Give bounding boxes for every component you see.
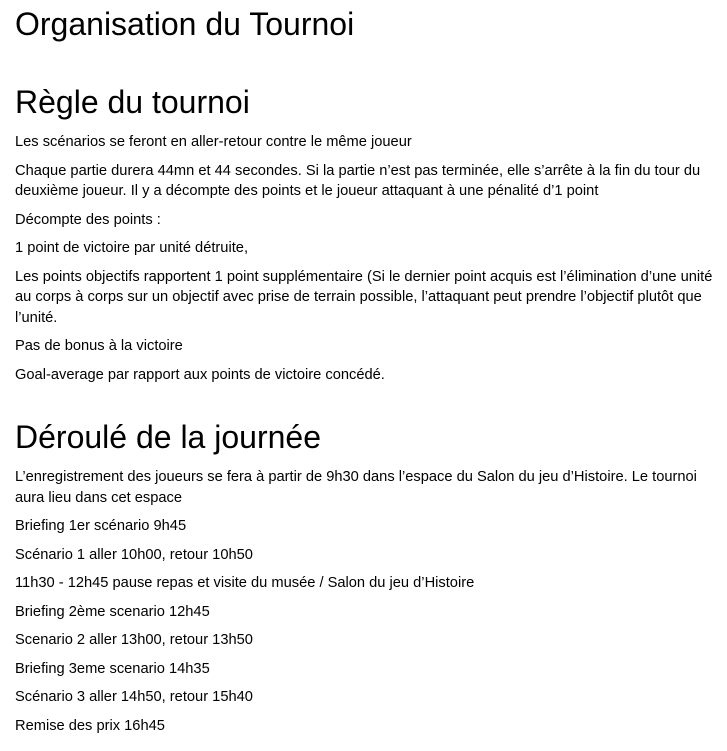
paragraph-scenario-1: Scénario 1 aller 10h00, retour 10h50 [15,546,253,563]
paragraph-game-duration: Chaque partie durera 44mn et 44 secondes. Si la partie n’est pas terminée, elle s’arrête à la fin du tour du deuxième joueur. Il y a décompte des points et le joueur attaquant à une pénalité d’1 point [15,162,701,199]
paragraph-goal-average: Goal-average par rapport aux points de victoire concédé. [15,366,385,383]
paragraph-briefing-1: Briefing 1er scénario 9h45 [15,518,187,534]
paragraph-victory-point: 1 point de victoire par unité détruite, [15,240,249,256]
paragraph-briefing-3: Briefing 3eme scenario 14h35 [15,660,210,677]
paragraph-points-count-label: Décompte des points : [15,211,161,228]
document-title: Organisation du Tournoi [15,6,355,42]
paragraph-registration: L’enregistrement des joueurs se fera à partir de 9h30 dans l’espace du Salon du jeu d’Histoire. Le tournoi aura lieu dans cet espace [15,469,697,506]
paragraph-scenario-3: Scénario 3 aller 14h50, retour 15h40 [15,689,253,705]
paragraph-no-victory-bonus: Pas de bonus à la victoire [15,338,183,354]
paragraph-briefing-2: Briefing 2ème scenario 12h45 [15,603,210,620]
section-day-schedule [15,419,713,736]
paragraph-scenario-2: Scenario 2 aller 13h00, retour 13h50 [15,632,253,648]
paragraph-lunch-break: 11h30 - 12h45 pause repas et visite du musée / Salon du jeu d’Histoire [15,575,475,591]
paragraph-objective-points: Les points objectifs rapportent 1 point supplémentaire (Si le dernier point acquis est l’élimination d’une unité au corps à corps sur un objectif avec prise de terrain possible, l’attaquant peut prendre l’objectif plutôt que l’unité. [15,268,713,326]
section-heading-rules: Règle du tournoi [15,84,250,120]
paragraph-prize-ceremony: Remise des prix 16h45 [15,717,165,734]
section-heading-schedule: Déroulé de la journée [15,419,321,455]
section-tournament-rules [15,84,713,385]
paragraph-scenarios-aller-retour: Les scénarios se feront en aller-retour contre le même joueur [15,134,412,150]
